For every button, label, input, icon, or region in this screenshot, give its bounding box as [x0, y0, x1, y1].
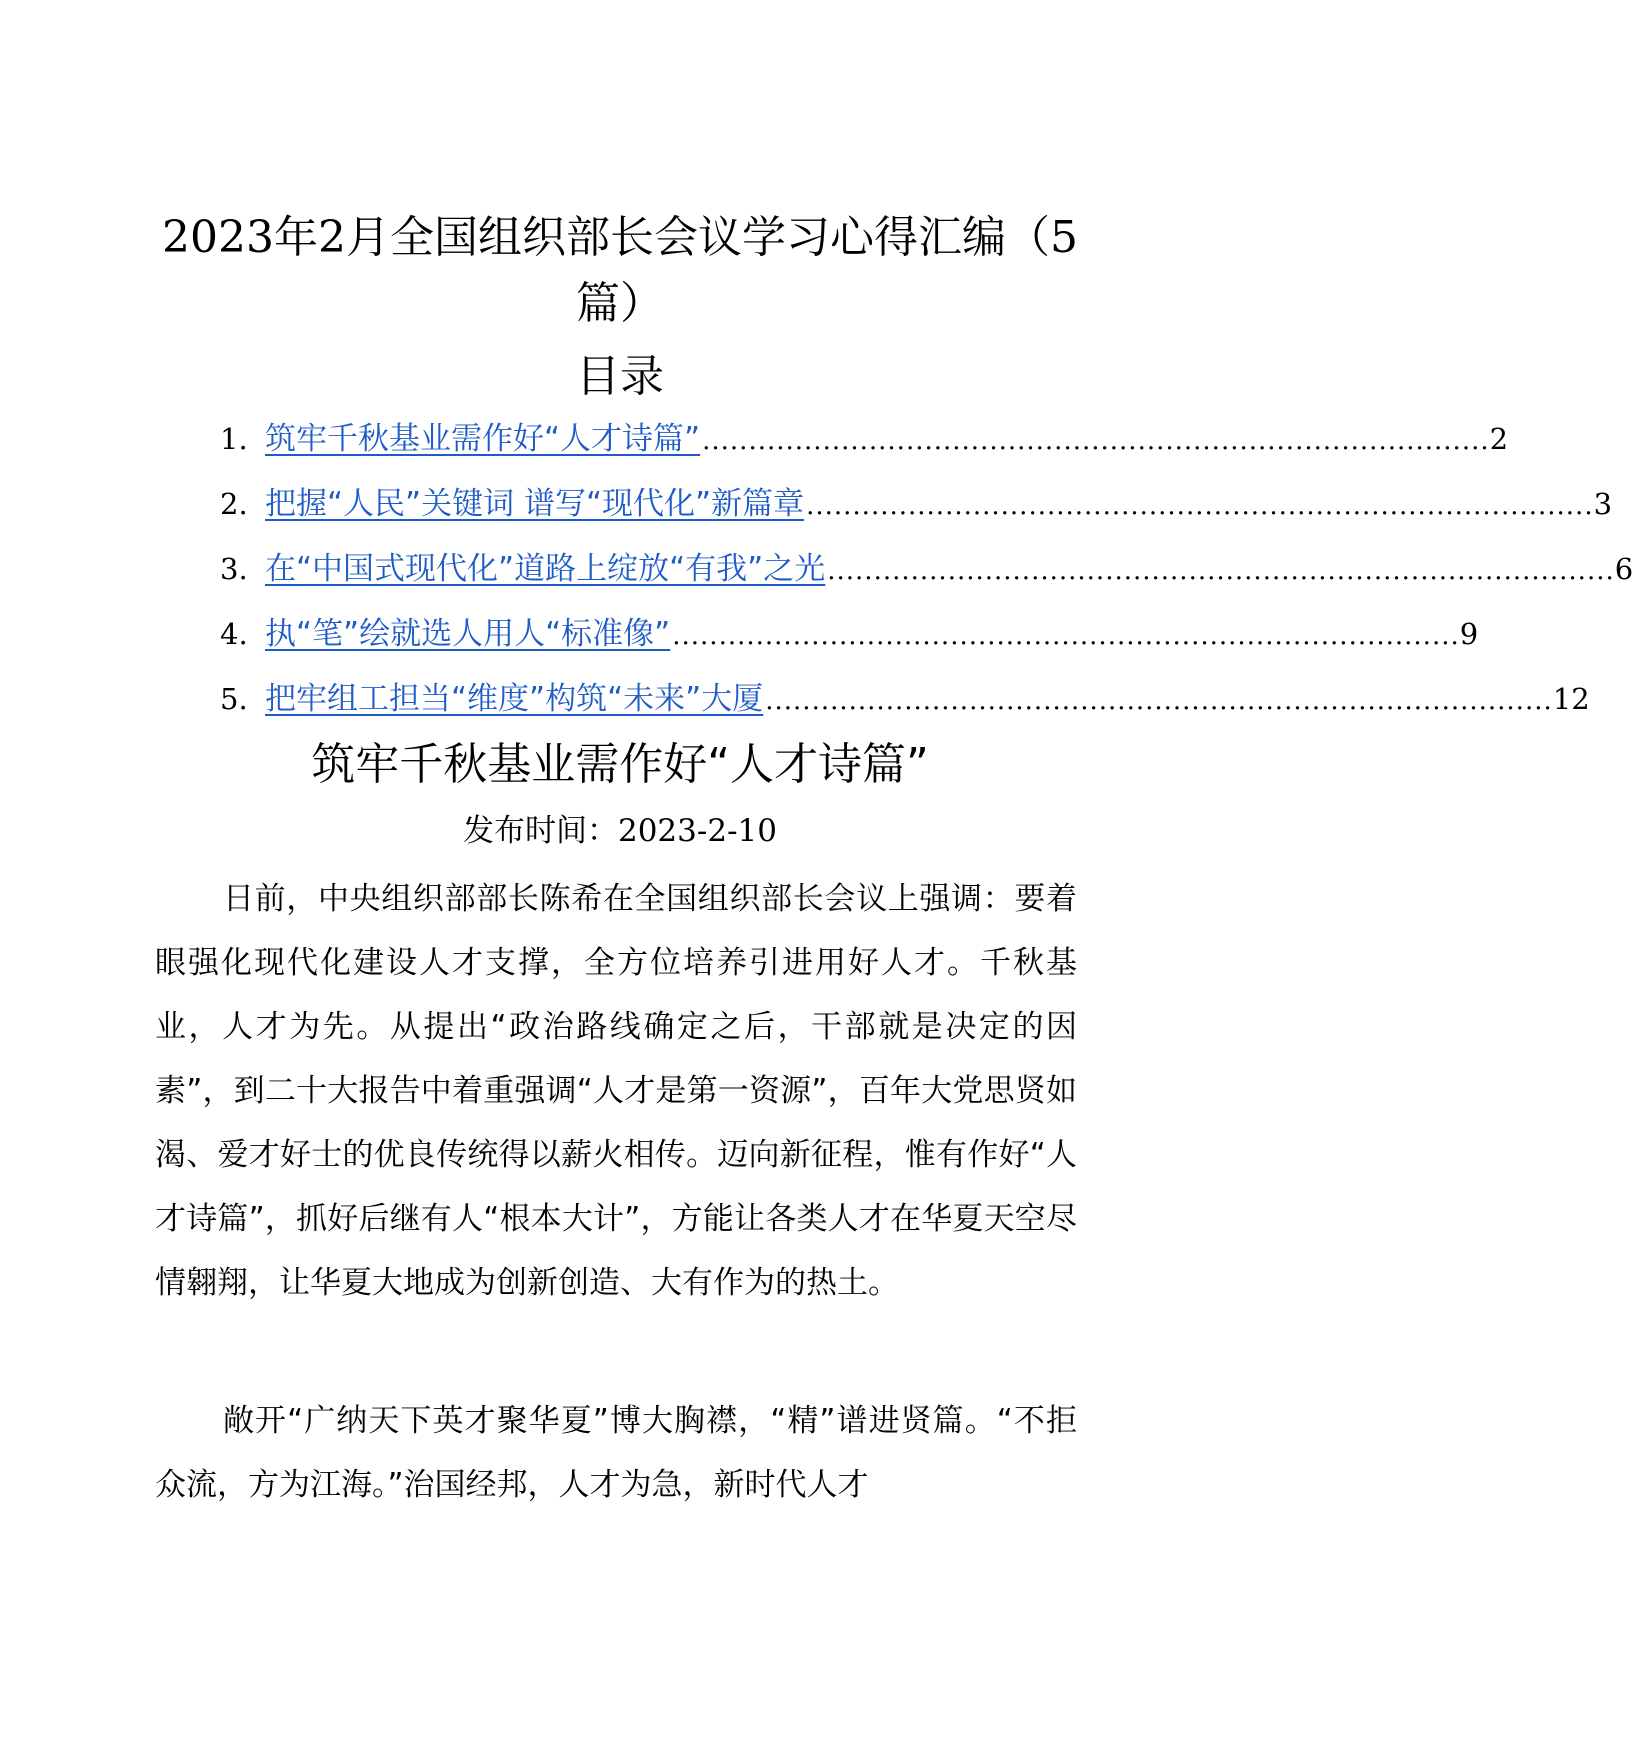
toc-heading: 目录 [576, 351, 664, 402]
article-title: 筑牢千秋基业需作好“人才诗篇” [311, 739, 929, 790]
toc-leader-dots: ..................................................................................... [702, 426, 1490, 456]
toc-link[interactable]: 执“笔”绘就选人用人“标准像” [265, 616, 671, 652]
toc-number: 1. [220, 422, 248, 456]
publish-date-label: 发布时间： [462, 813, 618, 849]
toc-leader-dots: ..................................................................................... [827, 556, 1615, 586]
toc-leader-dots: ..................................................................................... [672, 621, 1460, 651]
toc-item [220, 546, 1633, 611]
toc-item [220, 416, 1509, 481]
publish-date [0, 808, 1240, 854]
table-of-contents [220, 416, 1633, 741]
toc-item [220, 481, 1613, 546]
toc-leader-dots: ..................................................................................... [806, 491, 1594, 521]
toc-leader-dots: ..................................................................................... [765, 686, 1553, 716]
toc-number: 5. [220, 682, 248, 716]
toc-link[interactable]: 把牢组工担当“维度”构筑“未来”大厦 [265, 681, 764, 717]
toc-link[interactable]: 筑牢千秋基业需作好“人才诗篇” [265, 421, 701, 457]
article-paragraph: 日前，中央组织部部长陈希在全国组织部长会议上强调：要着眼强化现代化建设人才支撑，全方位培养引进用好人才。千秋基业，人才为先。从提出“政治路线确定之后，干部就是决定的因素”，到二十大报告中着重强调“人才是第一资源”，百年大党思贤如渴、爱才好士的优良传统得以薪火相传。迈向新征程，惟有作好“人才诗篇”，抓好后继有人“根本大计”，方能让各类人才在华夏天空尽情翱翔，让华夏大地成为创新创造、大有作为的热土。 [155, 881, 1077, 1301]
toc-number: 3. [220, 552, 248, 586]
toc-page-number: 3 [1593, 487, 1613, 521]
toc-link[interactable]: 把握“人民”关键词 谱写“现代化”新篇章 [265, 486, 805, 522]
document-title: 2023年2月全国组织部长会议学习心得汇编（5篇） [162, 212, 1078, 329]
toc-link[interactable]: 在“中国式现代化”道路上绽放“有我”之光 [265, 551, 826, 587]
toc-item [220, 611, 1479, 676]
toc-page-number: 9 [1459, 617, 1479, 651]
toc-number: 4. [220, 617, 248, 651]
toc-number: 2. [220, 487, 248, 521]
toc-page-number: 12 [1552, 682, 1590, 716]
publish-date-value: 2023-2-10 [617, 813, 777, 849]
article-paragraph: 敞开“广纳天下英才聚华夏”博大胸襟，“精”谱进贤篇。“不拒众流，方为江海。”治国经邦，人才为急，新时代人才 [155, 1403, 1077, 1503]
toc-item [220, 676, 1590, 741]
toc-page-number: 2 [1489, 422, 1509, 456]
toc-page-number: 6 [1614, 552, 1633, 586]
